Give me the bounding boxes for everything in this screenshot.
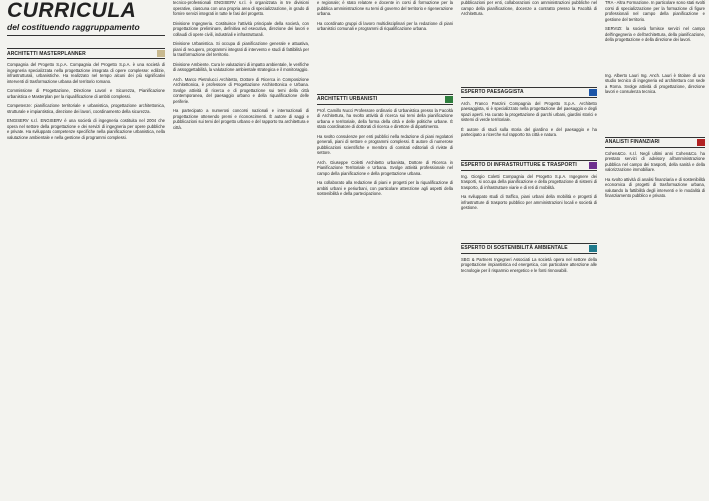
- paragraph: e regionale; è stato relatore e docente in corsi di formazione per la pubblica amministrazione su temi di governo del territorio e rigenerazione urbana.: [317, 0, 453, 16]
- paragraph: pubblicazioni per enti, collaborazioni con amministrazioni pubbliche nel campo della pianificazione, docenze a contratto presso la Facoltà di Architettura.: [461, 0, 597, 16]
- paragraph: TRA - Altra Formazione. In particolare sono stati svolti corsi di specializzazione per la formazione di figure professionali nel campo della pianificazione e gestione del territorio.: [605, 0, 705, 22]
- column-1: [7, 0, 165, 501]
- paragraph: SERVIZI: la società fornisce servizi nel campo dell'ingegneria e dell'architettura, della pianificazione, della progettazione e della direzione dei lavori.: [605, 26, 705, 42]
- section-header-urbanisti: [317, 94, 453, 105]
- color-swatch: [445, 96, 453, 103]
- section-title-infrastrutture: ESPERTO DI INFRASTRUTTURE E TRASPORTI: [461, 162, 577, 168]
- section-header-infrastrutture: [461, 160, 597, 171]
- title-rule: [7, 35, 165, 36]
- paragraph: È autore di studi sulla storia del giardino e del paesaggio e ha partecipato a ricerche sul rapporto tra città e natura.: [461, 126, 597, 137]
- paragraph: Divisione Ingegneria. Costituisce l'attività principale della società, con progettazione preliminare, definitiva ed esecutiva, direzione dei lavori e collaudi di opere civili, industriali e infrastrutturali.: [173, 20, 309, 37]
- color-swatch: [589, 245, 597, 252]
- paragraph: Ing. Alberto Lauri Ing. Anch. Lauri è titolare di uno studio tecnico di ingegneria ed architettura con sede a Roma. Svolge attività di progettazione, direzione lavori e consulenza tecnica.: [605, 72, 705, 94]
- section-header-sostenibilita: [461, 243, 597, 254]
- paragraph: Prof. Camillo Nucci Professore ordinario di Urbanistica presso la Facoltà di Architettura, ha svolto attività di ricerca sui temi della pianificazione urbana e territoriale, della forma della città e delle politiche urbane. È stato coordinatore di dottorati di ricerca e direttore di dipartimento.: [317, 107, 453, 129]
- column-4: [461, 0, 597, 501]
- paragraph: Ha svolto attività di analisi finanziaria e di sostenibilità economica di progetti di trasformazione urbana, valutando la fattibilità degli interventi e le modalità di finanziamento pubblico e privato.: [605, 176, 705, 198]
- section-title-paesaggista: ESPERTO PAESAGGISTA: [461, 89, 524, 95]
- paragraph: SBG & Partners Ingegneri Associati La società opera nel settore della progettazione impiantistica ed energetica, con particolare attenzione alle tecnologie per il risparmio energetico e le fonti rinnovabili.: [461, 256, 597, 273]
- paragraph: Divisione Ambiente. Cura le valutazioni di impatto ambientale, le verifiche di assoggettabilità, la valutazione ambientale strategica e il monitoraggio.: [173, 61, 309, 72]
- section-title-sostenibilita: ESPERTO DI SOSTENIBILITÀ AMBIENTALE: [461, 245, 568, 251]
- column-3: [317, 0, 453, 501]
- paragraph: Arch. Franco Panzini Compagnia del Progetto S.p.A. Architetto paesaggista, si è specializzato nella progettazione del paesaggio e degli spazi aperti. Ha curato la progettazione di parchi urbani, giardini storici e sistemi di verde territoriale.: [461, 100, 597, 122]
- page-subtitle: del costituendo raggruppamento: [7, 22, 140, 32]
- column-2: [173, 0, 309, 501]
- section-title-finanziari: ANALISTI FINANZIARI: [605, 139, 660, 145]
- page-title: CURRICULA: [7, 0, 137, 22]
- column-5: [605, 0, 705, 501]
- section-title-urbanisti: ARCHITETTI URBANISTI: [317, 96, 378, 102]
- paragraph: Ha partecipato a numerosi concorsi nazionali e internazionali di progettazione ottenendo premi e riconoscimenti. È autore di saggi e pubblicazioni sui temi del progetto urbano e del rapporto tra architettura e città.: [173, 108, 309, 130]
- paragraph: Cohen&Co. s.r.l. Negli ultimi anni Cohen&Co. ha prestato servizi di advisory all'amministrazione pubblica nel campo dei trasporti, della sanità e della valorizzazione immobiliare.: [605, 150, 705, 172]
- paragraph: Compagnia del Progetto S.p.A. Compagnia del Progetto S.p.A. è una società di ingegneria specializzata nella progettazione integrata di opere complesse: edilizie, infrastrutturali, urbanistiche. Ha realizzato nel tempo alcuni dei più significativi interventi di trasformazione urbana del territorio romano.: [7, 62, 165, 84]
- paragraph: Competenze: pianificazione territoriale e urbanistica, progettazione architettonica, strutturale e impiantistica, direzione dei lavori, coordinamento della sicurezza.: [7, 103, 165, 114]
- color-swatch: [589, 89, 597, 96]
- paragraph: Arch. Marco Pietrolucci Architetto, Dottore di Ricerca in Composizione Architettonica, è professore di Progettazione Architettonica e Urbana. Svolge attività di ricerca e di progettazione sui temi della città contemporanea, del paesaggio urbano e della riqualificazione delle periferie.: [173, 76, 309, 104]
- paragraph: Ing. Giorgio Coletti Compagnia del Progetto S.p.A. Ingegnere dei trasporti, si occupa della pianificazione e della progettazione di sistemi di trasporto, di infrastrutture viarie e di reti di mobilità.: [461, 173, 597, 190]
- color-swatch: [157, 50, 165, 57]
- paragraph: Ha sviluppato studi di traffico, piani urbani della mobilità e progetti di infrastrutture di trasporto pubblico per amministrazioni locali e società di gestione.: [461, 194, 597, 210]
- section-header-finanziari: [605, 137, 705, 148]
- paragraph: Arch. Giuseppe Coletti Architetto urbanista, Dottore di Ricerca in Pianificazione Territoriale e Urbana. Svolge attività professionale nel campo della pianificazione e della progettazione urbana.: [317, 159, 453, 176]
- color-swatch: [697, 139, 705, 146]
- paragraph: Ha svolto consulenze per enti pubblici nella redazione di piani regolatori generali, piani di settore e programmi complessi. È autore di numerose pubblicazioni scientifiche e membro di comitati editoriali di riviste di settore.: [317, 133, 453, 155]
- header: [7, 0, 165, 46]
- paragraph: Ha coordinato gruppi di lavoro multidisciplinari per la redazione di piani urbanistici comunali e programmi di riqualificazione urbana.: [317, 20, 453, 31]
- paragraph: ENGISERV s.r.l. ENGISERV è una società di ingegneria costituita nel 2004 che opera nel settore della progettazione e dei servizi di ingegneria per opere pubbliche e private. Ha sviluppato competenze specifiche nella pianificazione urbanistica, nella valutazione ambientale e nella gestione di programmi complessi.: [7, 118, 165, 140]
- section-header-paesaggista: [461, 87, 597, 98]
- section-title-masterplanner: ARCHITETTI MASTERPLANNER: [7, 50, 86, 57]
- paragraph: Ha collaborato alla redazione di piani e progetti per la riqualificazione di ambiti urbani e periurbani, con particolare attenzione agli aspetti della sostenibilità e della partecipazione.: [317, 180, 453, 196]
- paragraph: tecnico-professionali ENGISERV s.r.l. è organizzata in tre divisioni operative, ciascuna con una propria area di specializzazione, in grado di fornire servizi integrati in tutte le fasi del progetto.: [173, 0, 309, 16]
- section-header-masterplanner: [7, 48, 165, 59]
- paragraph: Divisione Urbanistica. Si occupa di pianificazione generale e attuativa, piani di recupero, programmi integrati di intervento e studi di fattibilità per la trasformazione del territorio.: [173, 41, 309, 57]
- color-swatch: [589, 162, 597, 169]
- paragraph: Commissione di Progettazione, Direzione Lavori e Sicurezza, Pianificazione urbanistica e Masterplan per la riqualificazione di ambiti complessi.: [7, 88, 165, 99]
